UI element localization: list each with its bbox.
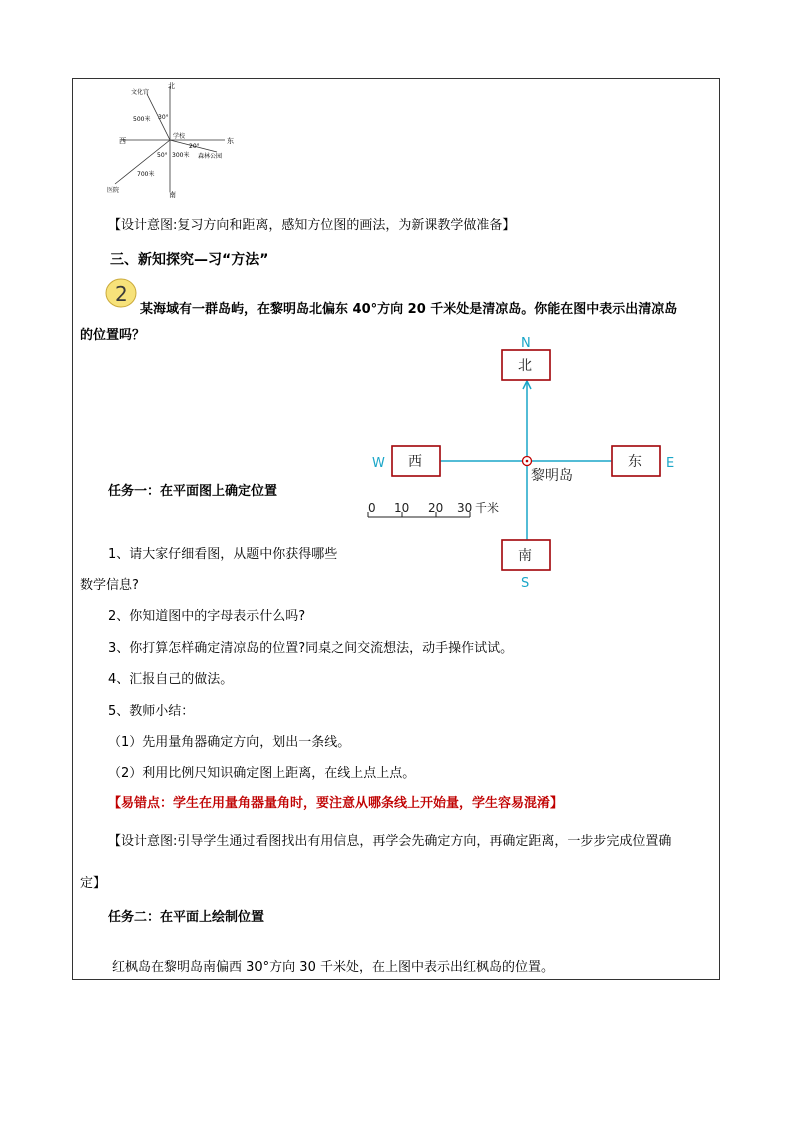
step-5: 5、教师小结： bbox=[108, 704, 195, 719]
n-letter: N bbox=[521, 336, 531, 351]
small-map-north: 北 bbox=[168, 82, 175, 90]
small-map-school: 学校 bbox=[173, 133, 186, 140]
problem-number-badge bbox=[104, 276, 140, 312]
design-intent-1: 【设计意图:复习方向和距离，感知方位图的画法，为新课教学做准备】 bbox=[108, 218, 516, 233]
design-intent-2a: 【设计意图:引导学生通过看图找出有用信息，再学会先确定方向，再确定距离，一步步完成位置确 bbox=[108, 834, 672, 849]
small-map-50deg: 50° bbox=[157, 152, 168, 159]
problem-line-1: 某海域有一群岛屿，在黎明岛北偏东 40°方向 20 千米处是清凉岛。你能在图中表示出清凉岛 bbox=[140, 302, 678, 317]
small-map-500m: 500米 bbox=[133, 116, 151, 123]
small-map-hospital: 医院 bbox=[107, 187, 120, 194]
step-3: 3、你打算怎样确定清凉岛的位置?同桌之间交流想法，动手操作试试。 bbox=[108, 641, 514, 656]
small-map-south: 南 bbox=[169, 191, 176, 198]
task-1-title: 任务一：在平面图上确定位置 bbox=[108, 484, 278, 499]
problem-number: 2 bbox=[115, 282, 128, 306]
step-1-b: 数学信息? bbox=[80, 578, 139, 593]
summary-1: （1）先用量角器确定方向，划出一条线。 bbox=[108, 735, 351, 750]
liming-island-label: 黎明岛 bbox=[531, 468, 573, 484]
small-map-forest-park: 森林公园 bbox=[198, 153, 223, 160]
west-label-cn: 西 bbox=[408, 454, 422, 470]
problem-line-2: 的位置吗？ bbox=[80, 328, 146, 343]
small-map-30deg: 30° bbox=[158, 114, 169, 121]
small-map-wenhuagong: 文化宫 bbox=[131, 89, 150, 96]
e-letter: E bbox=[666, 456, 675, 471]
small-direction-map bbox=[105, 80, 245, 198]
small-map-300m: 300米 bbox=[172, 152, 190, 159]
small-map-west: 西 bbox=[119, 137, 126, 145]
section-3-title: 三、新知探究—习“方法” bbox=[110, 252, 269, 268]
summary-2: （2）利用比例尺知识确定图上距离，在线上点上点。 bbox=[108, 766, 416, 781]
north-label-cn: 北 bbox=[518, 358, 532, 374]
step-2: 2、你知道图中的字母表示什么吗? bbox=[108, 609, 306, 624]
design-intent-2b: 定】 bbox=[80, 876, 107, 891]
step-1-a: 1、请大家仔细看图，从题中你获得哪些 bbox=[108, 547, 338, 562]
w-letter: W bbox=[372, 456, 385, 471]
scale-10: 10 bbox=[394, 501, 410, 515]
small-map-20deg: 20° bbox=[189, 143, 200, 150]
step-4: 4、汇报自己的做法。 bbox=[108, 672, 234, 687]
task-2-title: 任务二：在平面上绘制位置 bbox=[108, 910, 265, 925]
south-label-cn: 南 bbox=[518, 548, 532, 564]
scale-20: 20 bbox=[428, 501, 444, 515]
s-letter: S bbox=[521, 576, 530, 591]
scale-0: 0 bbox=[368, 501, 376, 515]
east-label-cn: 东 bbox=[628, 454, 642, 470]
scale-30: 30 bbox=[457, 501, 473, 515]
scale-unit: 千米 bbox=[475, 501, 500, 515]
error-point: 【易错点：学生在用量角器量角时，要注意从哪条线上开始量，学生容易混淆】 bbox=[108, 796, 564, 811]
task-2-text: 红枫岛在黎明岛南偏西 30°方向 30 千米处，在上图中表示出红枫岛的位置。 bbox=[112, 960, 554, 975]
compass-diagram bbox=[360, 330, 690, 592]
small-map-700m: 700米 bbox=[137, 171, 155, 178]
small-map-east: 东 bbox=[227, 137, 234, 145]
